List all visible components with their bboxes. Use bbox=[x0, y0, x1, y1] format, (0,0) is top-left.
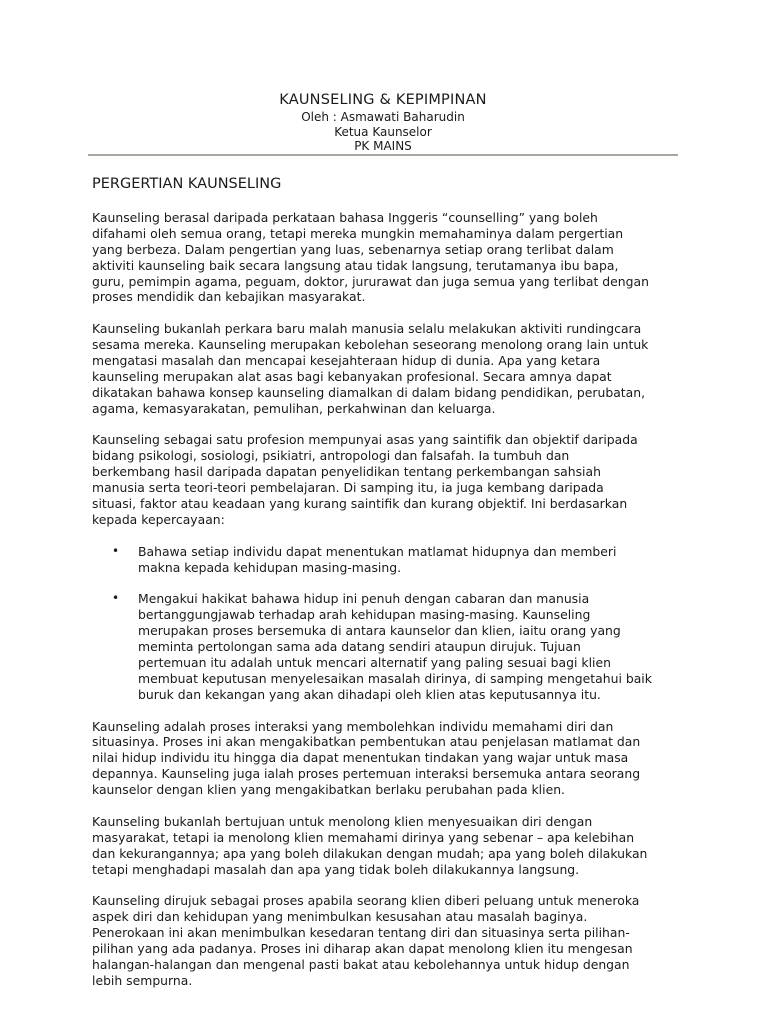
paragraph-line: lebih sempurna. bbox=[92, 972, 193, 988]
document-header bbox=[88, 90, 678, 154]
header-divider bbox=[88, 154, 678, 156]
paragraph-line: guru, pemimpin agama, peguam, doktor, jururawat dan juga semua yang terlibat dengan bbox=[92, 273, 649, 289]
belief-list bbox=[92, 544, 682, 703]
paragraph-line: kaunseling merupakan alat asas bagi kebanyakan profesional. Secara amnya dapat bbox=[92, 368, 612, 384]
paragraph-line: sesama mereka. Kaunseling merupakan kebolehan seseorang menolong orang lain untuk bbox=[92, 337, 649, 353]
paragraph-line: aktiviti kaunseling baik secara langsung atau tidak langsung, terutamanya ibu bapa, bbox=[92, 257, 619, 273]
list-item bbox=[92, 591, 682, 702]
paragraph-line: situasinya. Proses ini akan mengakibatkan pembentukan atau penjelasan matlamat dan bbox=[92, 734, 641, 750]
paragraph-line: Kaunseling sebagai satu profesion mempunyai asas yang saintifik dan objektif daripada bbox=[92, 432, 638, 448]
paragraph-line: Kaunseling adalah proses interaksi yang membolehkan individu memahami diri dan bbox=[92, 718, 614, 734]
paragraph-line: dikatakan bahawa konsep kaunseling diamalkan di dalam bidang pendidikan, perubatan, bbox=[92, 384, 646, 400]
paragraph-line: bidang psikologi, sosiologi, psikiatri, antropologi dan falsafah. Ia tumbuh dan bbox=[92, 448, 570, 464]
paragraph-line: kepada kepercayaan: bbox=[92, 511, 225, 527]
list-item-line: pertemuan itu adalah untuk mencari alternatif yang paling sesuai bagi klien bbox=[138, 654, 611, 670]
paragraph-line: yang berbeza. Dalam pengertian yang luas, sebenarnya setiap orang terlibat dalam bbox=[92, 241, 614, 257]
organization-line: PK MAINS bbox=[354, 139, 412, 153]
paragraph-line: Kaunseling berasal daripada perkataan bahasa Inggeris “counselling” yang boleh bbox=[92, 210, 598, 225]
list-item-line: bertanggungjawab terhadap arah kehidupan masing-masing. Kaunseling bbox=[138, 607, 591, 623]
paragraph-line: difahami oleh semua orang, tetapi mereka mungkin memahaminya dalam pergertian bbox=[92, 225, 624, 241]
paragraph-line: dan kekurangannya; apa yang boleh dilakukan dengan mudah; apa yang boleh dilakukan bbox=[92, 845, 648, 861]
paragraph-line: aspek diri dan kehidupan yang menimbulkan kesusahan atau masalah baginya. bbox=[92, 909, 588, 925]
paragraph-line: mengatasi masalah dan mencapai kesejahteraan hidup di dunia. Apa yang ketara bbox=[92, 353, 601, 369]
paragraph-1 bbox=[92, 210, 682, 305]
list-item bbox=[92, 544, 682, 576]
paragraph-4 bbox=[92, 719, 682, 798]
paragraph-line: situasi, faktor atau keadaan yang kurang saintifik dan kurang objektif. Ini berdasarkan bbox=[92, 496, 628, 512]
bullet-icon: • bbox=[112, 591, 120, 606]
paragraph-line: agama, kemasyarakatan, pemulihan, perkahwinan dan keluarga. bbox=[92, 400, 496, 416]
paragraph-2 bbox=[92, 321, 682, 416]
paragraph-line: depannya. Kaunseling juga ialah proses pertemuan interaksi bersemuka antara seorang bbox=[92, 766, 641, 782]
role-line: Ketua Kaunselor bbox=[334, 124, 432, 139]
paragraph-line: manusia serta teori-teori pembelajaran. Di samping itu, ia juga kembang daripada bbox=[92, 480, 604, 496]
paragraph-line: Kaunseling dirujuk sebagai proses apabila seorang klien diberi peluang untuk meneroka bbox=[92, 893, 640, 909]
paragraph-line: Kaunseling bukanlah perkara baru malah manusia selalu melakukan aktiviti rundingcara bbox=[92, 321, 642, 337]
paragraph-line: proses mendidik dan kebajikan masyarakat. bbox=[92, 289, 366, 305]
list-item-line: makna kepada kehidupan masing-masing. bbox=[138, 559, 402, 575]
section-heading: PERGERTIAN KAUNSELING bbox=[92, 176, 282, 192]
paragraph-line: masyarakat, tetapi ia menolong klien memahami dirinya yang sebenar – apa kelebihan bbox=[92, 829, 635, 845]
document-body bbox=[92, 210, 682, 1005]
paragraph-line: Penerokaan ini akan menimbulkan kesedaran tentang diri dan situasinya serta pilihan- bbox=[92, 925, 630, 941]
paragraph-line: kaunselor dengan klien yang mengakibatkan berlaku perubahan pada klien. bbox=[92, 782, 565, 798]
document-title: KAUNSELING & KEPIMPINAN bbox=[279, 92, 487, 108]
author-line: Oleh : Asmawati Baharudin bbox=[301, 110, 465, 124]
paragraph-line: Kaunseling bukanlah bertujuan untuk menolong klien menyesuaikan diri dengan bbox=[92, 813, 593, 829]
paragraph-line: berkembang hasil daripada dapatan penyelidikan tentang perkembangan sahsiah bbox=[92, 464, 601, 480]
bullet-icon: • bbox=[112, 543, 120, 558]
paragraph-line: pilihan yang ada padanya. Proses ini diharap akan dapat menolong klien itu mengesan bbox=[92, 940, 633, 956]
paragraph-3 bbox=[92, 432, 682, 527]
list-item-line: meminta pertolongan sama ada datang sendiri ataupun dirujuk. Tujuan bbox=[138, 639, 581, 655]
paragraph-line: tetapi menghadapi masalah dan apa yang tidak boleh dilakukannya langsung. bbox=[92, 861, 580, 877]
list-item-line: buruk dan kekangan yang akan dihadapi oleh klien atas keputusannya itu. bbox=[138, 686, 601, 702]
paragraph-6 bbox=[92, 893, 682, 988]
list-item-line: merupakan proses bersemuka di antara kaunselor dan klien, iaitu orang yang bbox=[138, 623, 621, 639]
list-item-line: membuat keputusan menyelesaikan masalah dirinya, di samping mengetahui baik bbox=[138, 670, 652, 686]
paragraph-5 bbox=[92, 814, 682, 878]
paragraph-line: nilai hidup individu itu hingga dia dapat menentukan tindakan yang wajar untuk masa bbox=[92, 750, 629, 766]
list-item-line: Bahawa setiap individu dapat menentukan matlamat hidupnya dan memberi bbox=[138, 543, 617, 559]
list-item-line: Mengakui hakikat bahawa hidup ini penuh dengan cabaran dan manusia bbox=[138, 591, 590, 607]
paragraph-line: halangan-halangan dan mengenal pasti bakat atau kebolehannya untuk hidup dengan bbox=[92, 956, 630, 972]
